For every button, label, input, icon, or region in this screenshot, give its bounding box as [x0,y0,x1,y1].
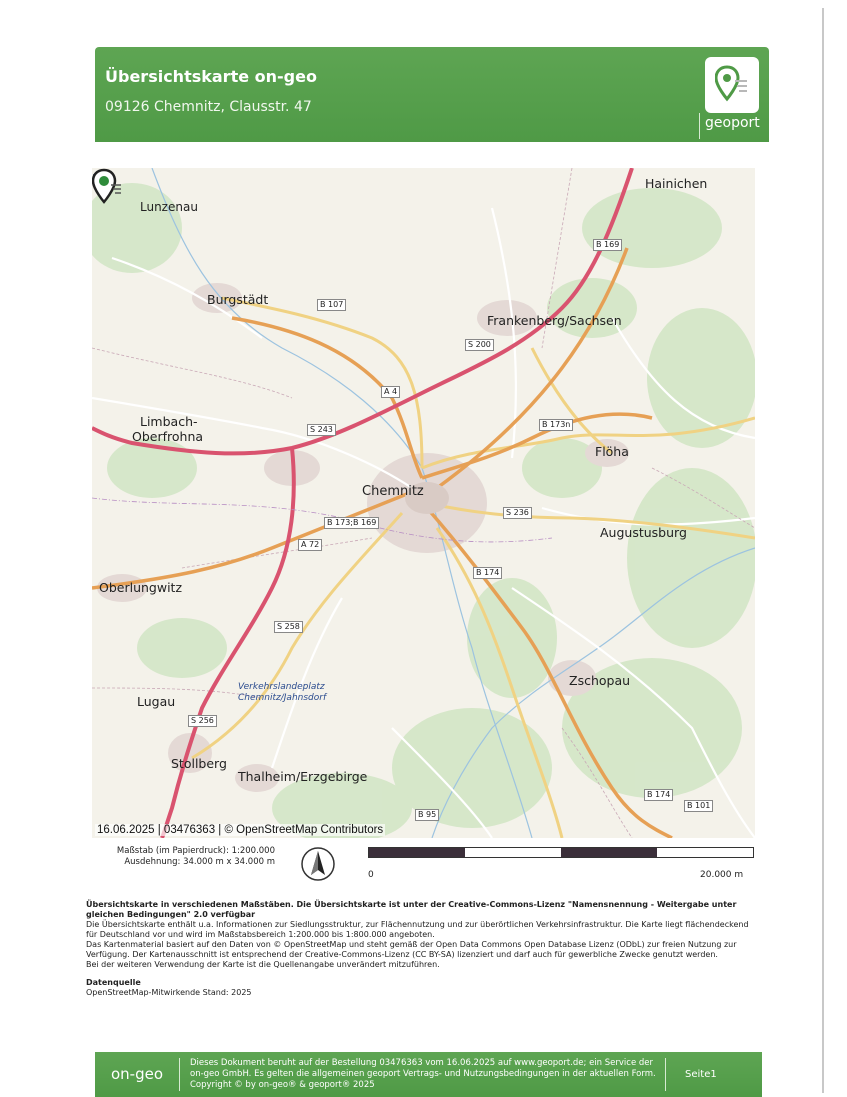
address-subtitle: 09126 Chemnitz, Clausstr. 47 [105,99,312,115]
place-floeha: Flöha [595,444,629,459]
footer-notice: Dieses Dokument beruht auf der Bestellung 03476363 vom 16.06.2025 auf www.geoport.de; ein Service der on-geo GmbH. Es gelten die allgemeinen geoport Vertrags- und Nutzungsbedingungen in der aktuellen Form. Copyright © by on-geo® & geoport® 2025 [190,1058,656,1090]
logo-text: geoport [705,115,760,131]
map-credit: 16.06.2025 | 03476363 | © OpenStreetMap Contributors [97,824,384,836]
geoport-logo [705,57,759,113]
scale-label-max: 20.000 m [700,870,744,880]
road-label-s243: S 243 [307,424,336,436]
scale-bar-segment [657,848,753,857]
place-augustusburg: Augustusburg [600,525,687,540]
place-limbach: Limbach- [140,414,198,429]
road-label-s200: S 200 [465,339,494,351]
info-paragraph-3: Bei der weiteren Verwendung der Karte ist die Quellenangabe unverändert mitzuführen. [86,960,440,969]
place-burgstaedt: Burgstädt [207,292,269,307]
place-zschopau: Zschopau [569,673,631,688]
road-label-s256: S 256 [188,715,217,727]
scale-ratio: Maßstab (im Papierdruck): 1:200.000 [116,846,275,856]
datasource-value: OpenStreetMap-Mitwirkende Stand: 2025 [86,988,252,997]
scale-label-zero: 0 [368,870,374,880]
north-arrow-icon [300,846,336,882]
scale-bar-segment [465,848,561,857]
airport-label-line2: Chemnitz/Jahnsdorf [238,693,327,703]
road-label-a4: A 4 [381,386,400,398]
place-chemnitz: Chemnitz [362,484,424,499]
map-canvas [92,168,755,838]
footer-separator [665,1058,666,1091]
road-label-b95: B 95 [415,809,439,821]
info-paragraph-2: Das Kartenmaterial basiert auf den Daten von © OpenStreetMap und steht gemäß der Open Data Commons Open Database Lizenz (ODbL) zur freien Nutzung zur Verfügung. Der Kartenausschnitt ist entsprechend der Creative-Commons-Lizenz (CC BY-SA) lizenziert und darf auch für gewerbliche Zwecke genutzt werden. [86,940,737,959]
info-heading: Übersichtskarte in verschiedenen Maßstäben. Die Übersichtskarte ist unter der Creative-Commons-Lizenz "Namensnennung - Weitergabe unter gleichen Bedingungen" 2.0 verfügbar [86,900,737,919]
scale-extent: Ausdehnung: 34.000 m x 34.000 m [124,857,275,867]
road-label-b107: B 107 [317,299,346,311]
footer-brand-logo: on-geo [111,1065,164,1083]
road-label-b173-b169: B 173;B 169 [324,517,379,529]
place-thalheim: Thalheim/Erzgebirge [238,769,368,784]
page-edge-line [822,8,824,1093]
place-lunzenau: Lunzenau [140,200,198,214]
info-paragraph-1: Die Übersichtskarte enthält u.a. Informationen zur Siedlungsstruktur, zur Flächennutzung und zur überörtlichen Verkehrsinfrastruktur. Die Karte liegt flächendeckend für Deutschland vor und wird im Maßstabsbereich 1:200.000 bis 1:800.000 angeboten. [86,920,749,939]
place-stollberg: Stollberg [171,756,227,771]
footer-banner [95,1052,762,1097]
place-lugau: Lugau [137,694,176,709]
road-label-b174-south: B 174 [644,789,673,801]
road-label-b101: B 101 [684,800,713,812]
scale-bar-segment [369,848,465,857]
footer-separator [179,1058,180,1091]
road-label-b174: B 174 [473,567,502,579]
road-label-b173n: B 173n [539,419,573,431]
place-frankenberg: Frankenberg/Sachsen [487,313,622,328]
road-label-s258: S 258 [274,621,303,633]
location-marker-icon[interactable] [92,168,122,208]
scale-info [103,846,275,868]
logo-separator [699,113,700,139]
road-label-b169: B 169 [593,239,622,251]
place-oberfrohna: Oberfrohna [132,429,204,444]
info-text [86,900,756,998]
header-banner [95,47,769,142]
road-label-s236: S 236 [503,507,532,519]
page-number: Seite1 [685,1069,717,1080]
datasource-title: Datenquelle [86,978,141,987]
page-title: Übersichtskarte on-geo [105,67,317,86]
scale-bar [368,847,754,858]
scale-bar-segment [561,848,657,857]
airport-label-line1: Verkehrslandeplatz [238,682,325,692]
place-hainichen: Hainichen [645,176,708,191]
place-oberlungwitz: Oberlungwitz [99,580,183,595]
location-pin-icon [715,65,749,105]
road-label-a72: A 72 [298,539,322,551]
overview-map[interactable] [92,168,755,838]
airport-label [238,682,326,704]
